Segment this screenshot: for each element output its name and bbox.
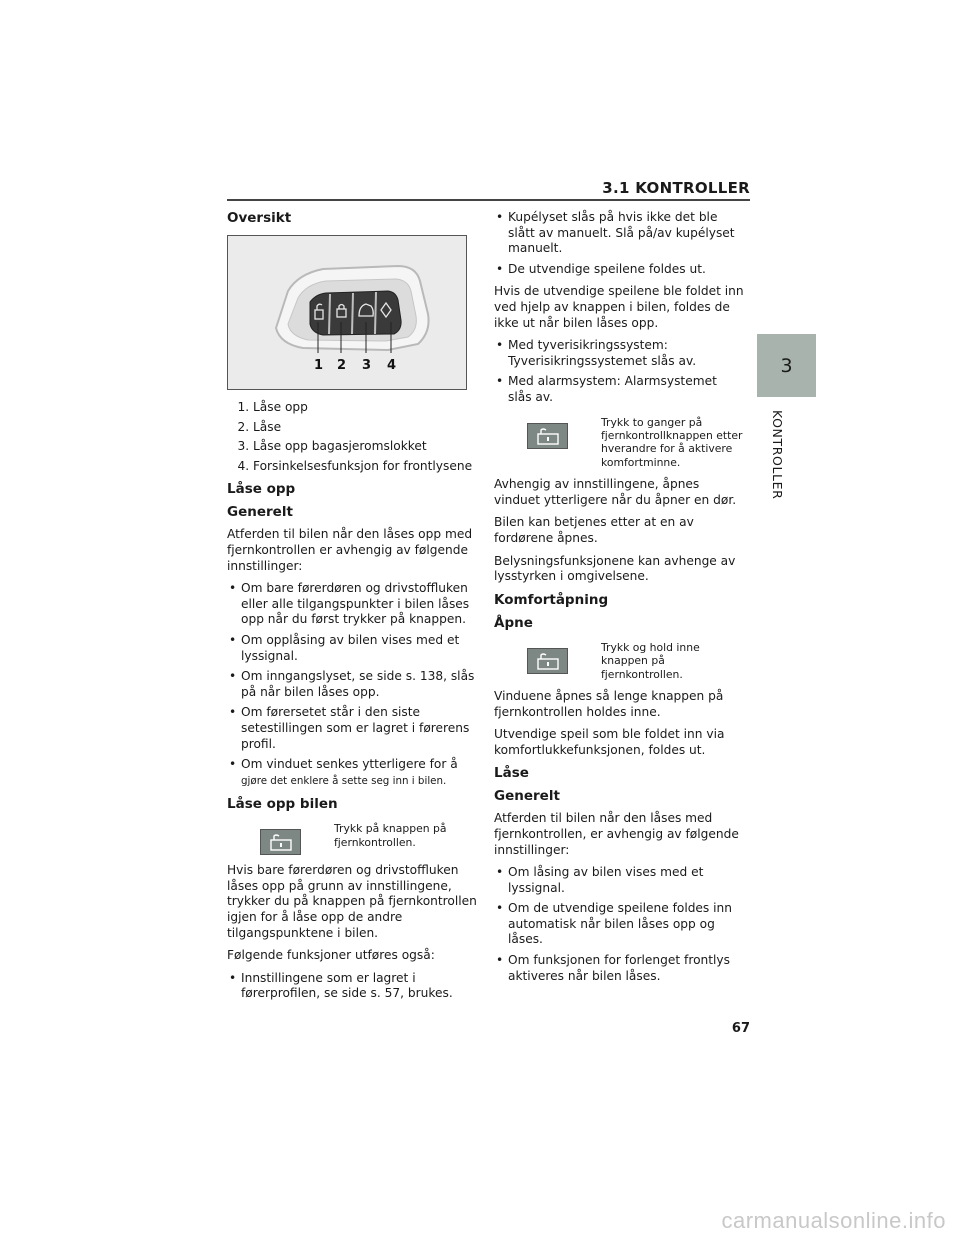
paragraph: Vinduene åpnes så lenge knappen på fjernkontrollen holdes inne. bbox=[494, 688, 724, 719]
oversikt-heading: Oversikt bbox=[227, 210, 292, 226]
watermark: carmanualsonline.info bbox=[721, 1208, 946, 1233]
legend-item: 2. Låse bbox=[253, 420, 477, 436]
list-item: • Om inngangslyset, se side s. 138, slås på når bilen låses opp. bbox=[227, 669, 477, 700]
page-number: 67 bbox=[731, 1021, 750, 1036]
note-text: Trykk to ganger på fjernkontrollknappen etter hverandre for å aktivere komfortminne. bbox=[601, 415, 743, 469]
list-item: • Om låsing av bilen vises med et lyssignal. bbox=[494, 865, 744, 896]
legend-item: 1. Låse opp bbox=[253, 400, 477, 416]
section-title: 3.1 KONTROLLER bbox=[602, 179, 750, 197]
list-item: • De utvendige speilene foldes ut. bbox=[494, 262, 744, 278]
bottom-bullets bbox=[494, 865, 744, 984]
comfort-memory-note bbox=[494, 413, 744, 470]
paragraph: Atferden til bilen når den låses med fjernkontrollen, er avhengig av følgende innstillinger: bbox=[494, 811, 739, 857]
list-item-small: gjøre det enklere å sette seg inn i bilen. bbox=[241, 774, 447, 787]
unlock-note bbox=[227, 819, 477, 855]
note-text: Trykk på knappen på fjernkontrollen. bbox=[334, 822, 447, 849]
laase-opp-bilen-heading: Låse opp bilen bbox=[227, 796, 338, 813]
list-item bbox=[227, 757, 477, 789]
chapter-side-label: KONTROLLER bbox=[770, 410, 785, 500]
generelt-heading: Generelt bbox=[227, 504, 293, 521]
aapne-heading: Åpne bbox=[494, 614, 533, 631]
header-rule bbox=[227, 199, 750, 201]
paragraph: Belysningsfunksjonene kan avhenge av lysstyrken i omgivelsene. bbox=[494, 553, 736, 584]
paragraph: Hvis de utvendige speilene ble foldet inn ved hjelp av knappen i bilen, foldes de ikke ut når bilen låses opp. bbox=[494, 284, 744, 330]
unlock-button-icon bbox=[527, 423, 568, 449]
paragraph: Hvis bare førerdøren og drivstoffluken låses opp på grunn av innstillingene, trykker du på knappen på fjernkontrollen igjen for å låse opp de andre tilgangspunktene i bilen. bbox=[227, 863, 477, 940]
callout-1: 1 bbox=[314, 358, 324, 373]
list-item: • Innstillingene som er lagret i førerprofilen, se side s. 57, brukes. bbox=[227, 971, 477, 1002]
generelt-heading-2: Generelt bbox=[494, 788, 560, 805]
callout-3: 3 bbox=[362, 358, 372, 373]
paragraph: Avhengig av innstillingene, åpnes vinduet ytterligere når du åpner en dør. bbox=[494, 477, 737, 507]
callout-2: 2 bbox=[337, 358, 347, 373]
right-column bbox=[494, 210, 744, 991]
list-item: • Om de utvendige speilene foldes inn automatisk når bilen låses opp og låses. bbox=[494, 901, 744, 948]
list-item: • Om funksjonen for forlenget frontlys aktiveres når bilen låses. bbox=[494, 953, 744, 984]
generelt-intro: Atferden til bilen når den låses opp med fjernkontrollen er avhengig av følgende innstillinger: bbox=[227, 527, 473, 573]
top-bullets bbox=[494, 210, 744, 277]
list-item: • Om førersetet står i den siste setestillingen som er lagret i førerens profil. bbox=[227, 705, 477, 752]
list-item: • Med tyverisikringssystem: Tyverisikringssystemet slås av. bbox=[494, 338, 744, 369]
callout-4: 4 bbox=[387, 358, 397, 373]
list-item: • Om opplåsing av bilen vises med et lyssignal. bbox=[227, 633, 477, 664]
key-fob-figure bbox=[227, 235, 467, 390]
paragraph: Bilen kan betjenes etter at en av fordørene åpnes. bbox=[494, 515, 694, 545]
laase-heading: Låse bbox=[494, 765, 529, 782]
left-column bbox=[227, 210, 477, 1009]
legend-item: 3. Låse opp bagasjeromslokket bbox=[253, 439, 477, 455]
list-item: • Kupélyset slås på hvis ikke det ble slått av manuelt. Slå på/av kupélyset manuelt. bbox=[494, 210, 744, 257]
unlock-button-icon bbox=[527, 648, 568, 674]
legend-item: 4. Forsinkelsesfunksjon for frontlysene bbox=[253, 459, 477, 475]
laase-opp-heading: Låse opp bbox=[227, 481, 296, 498]
chapter-tab[interactable] bbox=[757, 334, 816, 397]
figure-legend bbox=[227, 400, 477, 474]
list-item: • Om bare førerdøren og drivstoffluken eller alle tilgangspunkter i bilen låses opp når du først trykker på knappen. bbox=[227, 581, 477, 628]
unlock-button-icon bbox=[260, 829, 301, 855]
paragraph: Følgende funksjoner utføres også: bbox=[227, 948, 435, 963]
generelt-bullets bbox=[227, 581, 477, 789]
key-fob-illustration bbox=[228, 236, 468, 391]
list-item: • Med alarmsystem: Alarmsystemet slås av. bbox=[494, 374, 744, 405]
functions-bullets bbox=[227, 971, 477, 1002]
paragraph: Utvendige speil som ble foldet inn via komfortlukkefunksjonen, foldes ut. bbox=[494, 727, 725, 757]
note-text: Trykk og hold inne knappen på fjernkontrollen. bbox=[601, 640, 700, 681]
mid-bullets bbox=[494, 338, 744, 405]
comfort-open-note bbox=[494, 638, 744, 681]
komfort-heading: Komfortåpning bbox=[494, 591, 609, 608]
chapter-number: 3 bbox=[780, 354, 793, 377]
list-item-main: Om vinduet senkes ytterligere for å bbox=[241, 757, 458, 772]
